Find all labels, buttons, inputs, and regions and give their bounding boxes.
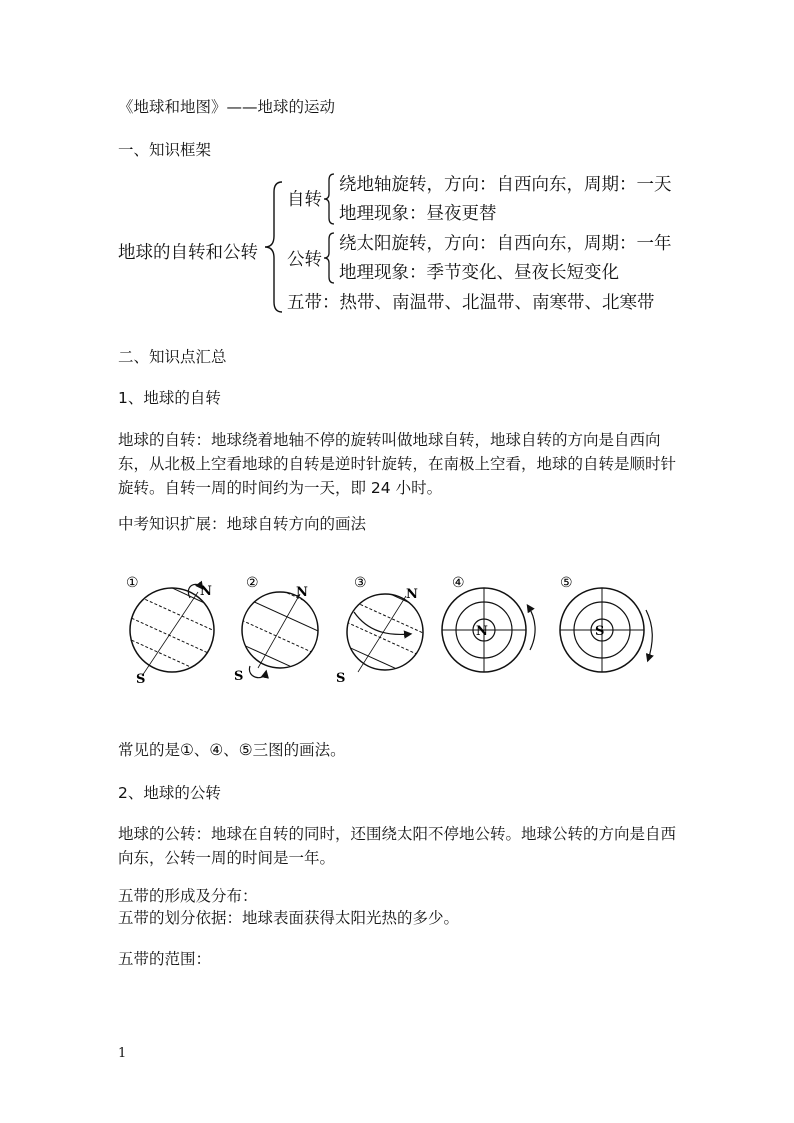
doc-title: 《地球和地图》——地球的运动 <box>118 98 336 116</box>
diagram-label-3: ③ <box>354 575 367 591</box>
pole-north-4: N <box>476 624 488 639</box>
revolution-brace <box>322 231 336 285</box>
rotation-brace <box>322 172 336 226</box>
rotation-item-2: 地理现象：昼夜更替 <box>339 204 497 224</box>
pole-north-1: N <box>200 584 212 599</box>
diagram-label-2: ② <box>246 575 259 591</box>
framework-root: 地球的自转和公转 <box>118 243 258 263</box>
rotation-item-1: 绕地轴旋转，方向：自西向东，周期：一天 <box>339 175 672 195</box>
subheading-rotation: 1、地球的自转 <box>118 389 221 407</box>
pole-north-3: N <box>406 587 418 602</box>
diagram-4 <box>442 575 535 672</box>
section-heading-summary: 二、知识点汇总 <box>118 348 227 366</box>
section-heading-framework: 一、知识框架 <box>118 141 212 159</box>
revolution-label: 公转 <box>287 250 322 270</box>
pole-north-2: N <box>296 585 308 600</box>
pole-south-2: S <box>234 669 244 684</box>
outer-brace <box>262 180 284 314</box>
diagram-2 <box>228 572 338 688</box>
rotation-paragraph: 地球的自转：地球绕着地轴不停的旋转叫做地球自转，地球自转的方向是自西向东，从北极上空看地球的自转是逆时针旋转，在南极上空看，地球的自转是顺时针旋转。自转一周的时间约为一天，即 24 小时。 <box>118 431 677 497</box>
extension-title: 中考知识扩展：地球自转方向的画法 <box>118 515 367 533</box>
zones-item: 五带：热带、南温带、北温带、南寒带、北寒带 <box>287 293 655 313</box>
zones-range: 五带的范围： <box>118 950 212 968</box>
pole-south-3: S <box>336 671 346 686</box>
diagram-3 <box>333 572 443 690</box>
pole-south-5: S <box>595 624 605 639</box>
rotation-diagrams <box>118 572 678 692</box>
diagram-1 <box>118 572 228 687</box>
diagram-label-1: ① <box>126 575 139 591</box>
pole-south-1: S <box>136 672 146 687</box>
diagram-label-4: ④ <box>452 575 465 591</box>
revolution-item-2: 地理现象：季节变化、昼夜长短变化 <box>339 263 619 283</box>
subheading-revolution: 2、地球的公转 <box>118 784 221 802</box>
common-methods-note: 常见的是①、④、⑤三图的画法。 <box>118 741 346 759</box>
diagram-5 <box>560 575 652 672</box>
zones-title: 五带的形成及分布： <box>118 887 258 905</box>
revolution-paragraph: 地球的公转：地球在自转的同时，还围绕太阳不停地公转。地球公转的方向是自西向东，公转一周的时间是一年。 <box>118 825 677 867</box>
rotation-label: 自转 <box>287 190 322 210</box>
zones-basis: 五带的划分依据：地球表面获得太阳光热的多少。 <box>118 909 460 927</box>
page-number: 1 <box>118 1046 127 1061</box>
revolution-item-1: 绕太阳旋转，方向：自西向东，周期：一年 <box>339 234 672 254</box>
diagram-label-5: ⑤ <box>560 575 573 591</box>
